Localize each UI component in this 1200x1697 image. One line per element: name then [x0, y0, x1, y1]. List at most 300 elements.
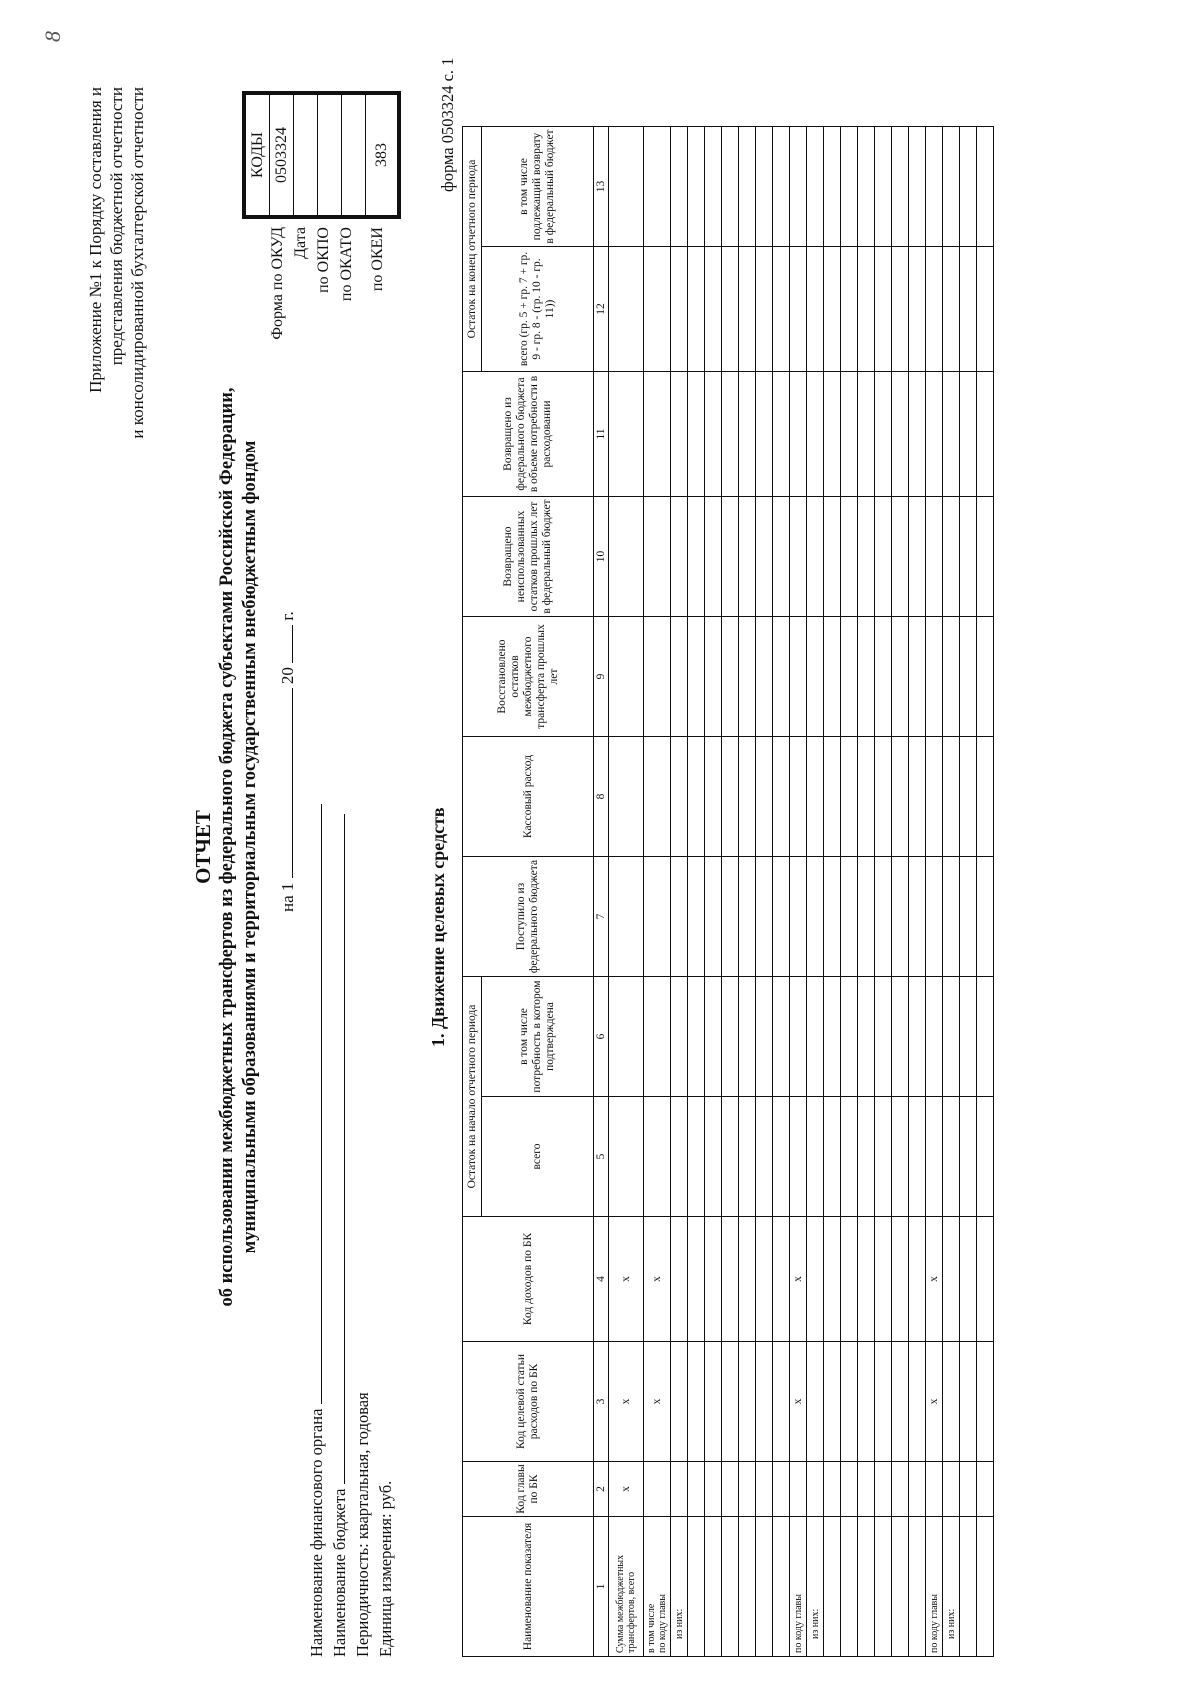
value-cell[interactable] — [773, 737, 790, 857]
value-cell[interactable] — [909, 127, 926, 247]
value-cell[interactable] — [960, 617, 977, 737]
row-label: из них: — [945, 1608, 957, 1639]
value-cell[interactable] — [892, 1217, 909, 1342]
not-applicable-mark: x — [620, 1276, 632, 1282]
okato-value[interactable] — [342, 95, 366, 216]
value-cell[interactable] — [773, 1462, 790, 1517]
value-cell[interactable] — [926, 1462, 943, 1517]
value-cell[interactable] — [892, 372, 909, 497]
value-cell[interactable] — [739, 1342, 756, 1462]
value-cell[interactable] — [671, 497, 688, 617]
value-cell[interactable] — [926, 1097, 943, 1217]
value-cell[interactable] — [807, 977, 824, 1097]
row-label-cell — [644, 1517, 671, 1657]
value-cell[interactable] — [722, 1097, 739, 1217]
value-cell[interactable] — [609, 247, 644, 372]
value-cell[interactable] — [756, 1097, 773, 1217]
value-cell[interactable] — [756, 497, 773, 617]
value-cell[interactable] — [688, 497, 705, 617]
value-cell[interactable] — [875, 1462, 892, 1517]
value-cell[interactable] — [705, 372, 722, 497]
table-row — [756, 127, 773, 1657]
value-cell[interactable] — [909, 1462, 926, 1517]
value-cell[interactable] — [739, 127, 756, 247]
value-cell[interactable] — [688, 737, 705, 857]
value-cell[interactable] — [756, 372, 773, 497]
value-cell[interactable] — [858, 617, 875, 737]
value-cell[interactable] — [688, 1462, 705, 1517]
value-cell[interactable] — [858, 1097, 875, 1217]
value-cell[interactable] — [644, 1097, 671, 1217]
value-cell[interactable] — [790, 1462, 807, 1517]
value-cell[interactable] — [977, 1097, 994, 1217]
table-row — [671, 127, 688, 1657]
value-cell[interactable] — [688, 977, 705, 1097]
value-cell[interactable] — [739, 247, 756, 372]
value-cell[interactable] — [960, 737, 977, 857]
value-cell[interactable] — [909, 617, 926, 737]
value-cell[interactable] — [807, 617, 824, 737]
value-cell[interactable] — [705, 497, 722, 617]
date-year-field[interactable] — [276, 625, 293, 663]
value-cell[interactable] — [909, 977, 926, 1097]
value-cell[interactable] — [756, 1217, 773, 1342]
value-cell[interactable] — [943, 1342, 960, 1462]
okud-value[interactable]: 0503324 — [270, 95, 294, 216]
value-cell[interactable] — [609, 372, 644, 497]
value-cell[interactable] — [943, 372, 960, 497]
value-cell[interactable] — [705, 247, 722, 372]
date-year-prefix: 20 — [278, 667, 297, 685]
value-cell[interactable] — [875, 497, 892, 617]
okei-value[interactable]: 383 — [366, 95, 398, 216]
value-cell[interactable] — [909, 1217, 926, 1342]
value-cell[interactable] — [977, 1342, 994, 1462]
budget-field[interactable] — [328, 814, 345, 1484]
value-cell[interactable] — [688, 857, 705, 977]
appendix-line-1: Приложение №1 к Порядку составления и — [86, 87, 105, 393]
value-cell[interactable] — [790, 247, 807, 372]
row-label-cell — [977, 1517, 994, 1657]
value-cell — [609, 1462, 644, 1517]
value-cell[interactable] — [739, 857, 756, 977]
value-cell[interactable] — [875, 247, 892, 372]
value-cell[interactable] — [824, 497, 841, 617]
table-row — [739, 127, 756, 1657]
value-cell[interactable] — [892, 977, 909, 1097]
value-cell[interactable] — [671, 1462, 688, 1517]
col-number: 12 — [594, 247, 609, 372]
value-cell[interactable] — [644, 497, 671, 617]
value-cell[interactable] — [773, 617, 790, 737]
value-cell[interactable] — [858, 1462, 875, 1517]
table-row — [644, 127, 671, 1657]
value-cell[interactable] — [609, 1097, 644, 1217]
value-cell[interactable] — [960, 1217, 977, 1342]
value-cell[interactable] — [722, 977, 739, 1097]
value-cell[interactable] — [722, 1462, 739, 1517]
unit-label: Единица измерения: руб. — [376, 1480, 395, 1657]
value-cell[interactable] — [841, 127, 858, 247]
value-cell[interactable] — [807, 1342, 824, 1462]
value-cell[interactable] — [960, 1342, 977, 1462]
value-cell[interactable] — [722, 497, 739, 617]
value-cell[interactable] — [790, 737, 807, 857]
finance-org-label: Наименование финансового органа — [307, 1408, 326, 1657]
page-number-mark: 8 — [40, 31, 65, 42]
value-cell[interactable] — [875, 127, 892, 247]
value-cell[interactable] — [688, 1342, 705, 1462]
value-cell[interactable] — [671, 247, 688, 372]
value-cell[interactable] — [671, 737, 688, 857]
value-cell[interactable] — [875, 1097, 892, 1217]
value-cell[interactable] — [841, 1462, 858, 1517]
value-cell[interactable] — [644, 247, 671, 372]
col-header-3: Код целевой статьи расходов по БК — [463, 1342, 594, 1462]
value-cell[interactable] — [756, 1342, 773, 1462]
date-day-month-field[interactable] — [276, 688, 293, 878]
value-cell[interactable] — [773, 1097, 790, 1217]
value-cell[interactable] — [841, 857, 858, 977]
not-applicable-mark: x — [792, 1276, 804, 1282]
value-cell[interactable] — [858, 372, 875, 497]
value-cell[interactable] — [722, 127, 739, 247]
value-cell[interactable] — [609, 617, 644, 737]
value-cell[interactable] — [977, 1462, 994, 1517]
value-cell[interactable] — [824, 372, 841, 497]
value-cell[interactable] — [943, 737, 960, 857]
value-cell[interactable] — [773, 127, 790, 247]
report-title — [190, 147, 262, 1547]
col-number: 1 — [594, 1517, 609, 1657]
value-cell[interactable] — [609, 857, 644, 977]
value-cell[interactable] — [858, 497, 875, 617]
value-cell[interactable] — [807, 247, 824, 372]
value-cell[interactable] — [943, 497, 960, 617]
col-number: 2 — [594, 1462, 609, 1517]
value-cell[interactable] — [756, 977, 773, 1097]
value-cell[interactable] — [960, 247, 977, 372]
row-label-cell — [705, 1517, 722, 1657]
value-cell[interactable] — [943, 1462, 960, 1517]
value-cell[interactable] — [705, 127, 722, 247]
value-cell[interactable] — [892, 127, 909, 247]
value-cell[interactable] — [705, 1097, 722, 1217]
report-date-line — [276, 611, 298, 912]
value-cell[interactable] — [909, 372, 926, 497]
value-cell[interactable] — [644, 857, 671, 977]
value-cell[interactable] — [926, 127, 943, 247]
value-cell[interactable] — [756, 127, 773, 247]
value-cell[interactable] — [926, 617, 943, 737]
row-label: по коду главы — [657, 1594, 668, 1653]
value-cell[interactable] — [960, 857, 977, 977]
value-cell[interactable] — [943, 1217, 960, 1342]
value-cell[interactable] — [756, 737, 773, 857]
value-cell[interactable] — [807, 1462, 824, 1517]
value-cell[interactable] — [739, 737, 756, 857]
value-cell[interactable] — [790, 617, 807, 737]
value-cell[interactable] — [943, 857, 960, 977]
value-cell[interactable] — [790, 372, 807, 497]
col-header-8: Кассовый расход — [463, 737, 594, 857]
value-cell[interactable] — [671, 977, 688, 1097]
value-cell[interactable] — [756, 247, 773, 372]
value-cell[interactable] — [824, 127, 841, 247]
value-cell[interactable] — [841, 497, 858, 617]
value-cell[interactable] — [909, 1342, 926, 1462]
value-cell[interactable] — [739, 497, 756, 617]
value-cell[interactable] — [824, 1462, 841, 1517]
value-cell[interactable] — [722, 1217, 739, 1342]
value-cell[interactable] — [739, 1462, 756, 1517]
value-cell[interactable] — [688, 127, 705, 247]
value-cell[interactable] — [909, 1097, 926, 1217]
value-cell[interactable] — [824, 1217, 841, 1342]
value-cell[interactable] — [739, 1217, 756, 1342]
value-cell[interactable] — [807, 1097, 824, 1217]
value-cell[interactable] — [960, 127, 977, 247]
value-cell[interactable] — [875, 857, 892, 977]
value-cell[interactable] — [926, 247, 943, 372]
value-cell[interactable] — [722, 247, 739, 372]
value-cell[interactable] — [892, 1097, 909, 1217]
value-cell[interactable] — [739, 617, 756, 737]
codes-box — [242, 91, 401, 219]
value-cell[interactable] — [841, 1097, 858, 1217]
value-cell[interactable] — [943, 247, 960, 372]
value-cell[interactable] — [824, 1097, 841, 1217]
value-cell — [609, 1217, 644, 1342]
row-label: в том числе — [646, 1603, 657, 1653]
value-cell[interactable] — [960, 1462, 977, 1517]
okpo-label: по ОКПО — [315, 227, 332, 293]
value-cell[interactable] — [790, 1097, 807, 1217]
col-header-10: Возвращено неиспользованных остатков прошлых лет в федеральный бюджет — [463, 497, 594, 617]
value-cell[interactable] — [943, 617, 960, 737]
value-cell[interactable] — [824, 1342, 841, 1462]
value-cell[interactable] — [671, 857, 688, 977]
col-header-12: всего (гр. 5 + гр. 7 + гр. 9 - гр. 8 - (гр. 10 - гр. 11)) — [482, 247, 594, 372]
value-cell[interactable] — [977, 497, 994, 617]
value-cell[interactable] — [824, 247, 841, 372]
value-cell[interactable] — [773, 977, 790, 1097]
value-cell[interactable] — [892, 857, 909, 977]
value-cell[interactable] — [824, 857, 841, 977]
value-cell[interactable] — [688, 372, 705, 497]
value-cell[interactable] — [773, 1342, 790, 1462]
value-cell[interactable] — [824, 737, 841, 857]
table-row — [977, 127, 994, 1657]
value-cell[interactable] — [644, 617, 671, 737]
value-cell[interactable] — [807, 372, 824, 497]
value-cell[interactable] — [841, 247, 858, 372]
value-cell[interactable] — [705, 1342, 722, 1462]
col-number: 6 — [594, 977, 609, 1097]
value-cell[interactable] — [841, 617, 858, 737]
value-cell[interactable] — [841, 372, 858, 497]
value-cell[interactable] — [756, 857, 773, 977]
value-cell[interactable] — [609, 737, 644, 857]
value-cell[interactable] — [705, 737, 722, 857]
value-cell[interactable] — [807, 737, 824, 857]
value-cell[interactable] — [671, 1342, 688, 1462]
value-cell[interactable] — [756, 1462, 773, 1517]
row-label-cell — [739, 1517, 756, 1657]
value-cell[interactable] — [841, 1342, 858, 1462]
col-group-end-balance: Остаток на конец отчетного периода — [463, 127, 482, 372]
value-cell[interactable] — [688, 617, 705, 737]
value-cell[interactable] — [926, 737, 943, 857]
value-cell[interactable] — [875, 372, 892, 497]
value-cell[interactable] — [824, 617, 841, 737]
value-cell[interactable] — [909, 737, 926, 857]
row-label: из них: — [809, 1608, 821, 1639]
value-cell[interactable] — [926, 857, 943, 977]
value-cell[interactable] — [977, 737, 994, 857]
value-cell[interactable] — [977, 127, 994, 247]
value-cell[interactable] — [960, 977, 977, 1097]
value-cell[interactable] — [671, 372, 688, 497]
value-cell[interactable] — [807, 497, 824, 617]
value-cell[interactable] — [977, 247, 994, 372]
value-cell[interactable] — [671, 127, 688, 247]
table-row — [688, 127, 705, 1657]
col-number: 5 — [594, 1097, 609, 1217]
value-cell[interactable] — [609, 497, 644, 617]
value-cell[interactable] — [644, 372, 671, 497]
value-cell[interactable] — [790, 127, 807, 247]
value-cell[interactable] — [671, 617, 688, 737]
value-cell[interactable] — [739, 1097, 756, 1217]
col-number: 7 — [594, 857, 609, 977]
value-cell[interactable] — [644, 977, 671, 1097]
value-cell[interactable] — [943, 127, 960, 247]
value-cell[interactable] — [790, 497, 807, 617]
value-cell[interactable] — [688, 247, 705, 372]
table-row — [705, 127, 722, 1657]
okpo-value[interactable] — [318, 95, 342, 216]
budget-row — [328, 804, 351, 1657]
value-cell[interactable] — [858, 1342, 875, 1462]
value-cell[interactable] — [807, 857, 824, 977]
value-cell[interactable] — [892, 1342, 909, 1462]
value-cell[interactable] — [644, 1462, 671, 1517]
value-cell[interactable] — [705, 1462, 722, 1517]
value-cell[interactable] — [773, 247, 790, 372]
date-value[interactable] — [294, 95, 318, 216]
value-cell[interactable] — [858, 737, 875, 857]
finance-org-field[interactable] — [305, 804, 322, 1404]
value-cell[interactable] — [892, 617, 909, 737]
row-label: Сумма межбюджетных — [615, 1554, 626, 1653]
value-cell[interactable] — [909, 497, 926, 617]
value-cell[interactable] — [909, 247, 926, 372]
value-cell — [644, 1217, 671, 1342]
value-cell[interactable] — [688, 1097, 705, 1217]
value-cell[interactable] — [841, 977, 858, 1097]
value-cell[interactable] — [671, 1097, 688, 1217]
value-cell[interactable] — [705, 1217, 722, 1342]
value-cell[interactable] — [841, 737, 858, 857]
value-cell[interactable] — [756, 617, 773, 737]
value-cell[interactable] — [858, 977, 875, 1097]
value-cell[interactable] — [644, 737, 671, 857]
value-cell[interactable] — [722, 617, 739, 737]
value-cell[interactable] — [977, 977, 994, 1097]
value-cell[interactable] — [773, 497, 790, 617]
value-cell[interactable] — [705, 977, 722, 1097]
value-cell[interactable] — [773, 857, 790, 977]
value-cell[interactable] — [875, 1217, 892, 1342]
value-cell[interactable] — [960, 372, 977, 497]
value-cell[interactable] — [960, 497, 977, 617]
date-label: Дата — [292, 227, 309, 259]
value-cell[interactable] — [875, 737, 892, 857]
value-cell[interactable] — [739, 372, 756, 497]
value-cell — [609, 1342, 644, 1462]
col-number: 9 — [594, 617, 609, 737]
value-cell[interactable] — [824, 977, 841, 1097]
value-cell[interactable] — [977, 857, 994, 977]
value-cell[interactable] — [926, 497, 943, 617]
value-cell[interactable] — [960, 1097, 977, 1217]
value-cell[interactable] — [875, 977, 892, 1097]
value-cell[interactable] — [977, 617, 994, 737]
value-cell[interactable] — [722, 372, 739, 497]
value-cell[interactable] — [609, 127, 644, 247]
value-cell[interactable] — [892, 497, 909, 617]
row-label-cell — [943, 1517, 960, 1657]
value-cell[interactable] — [705, 857, 722, 977]
value-cell — [644, 1342, 671, 1462]
value-cell[interactable] — [977, 1217, 994, 1342]
value-cell[interactable] — [790, 857, 807, 977]
value-cell[interactable] — [722, 857, 739, 977]
value-cell[interactable] — [926, 977, 943, 1097]
value-cell[interactable] — [722, 737, 739, 857]
value-cell[interactable] — [773, 1217, 790, 1342]
value-cell[interactable] — [807, 1217, 824, 1342]
value-cell[interactable] — [807, 127, 824, 247]
value-cell[interactable] — [875, 1342, 892, 1462]
value-cell[interactable] — [858, 857, 875, 977]
value-cell[interactable] — [739, 977, 756, 1097]
value-cell[interactable] — [943, 977, 960, 1097]
value-cell[interactable] — [722, 1342, 739, 1462]
value-cell[interactable] — [841, 1217, 858, 1342]
value-cell[interactable] — [858, 1217, 875, 1342]
appendix-line-2: представления бюджетной отчетности — [107, 87, 126, 366]
value-cell[interactable] — [892, 737, 909, 857]
value-cell[interactable] — [943, 1097, 960, 1217]
value-cell[interactable] — [609, 977, 644, 1097]
value-cell[interactable] — [926, 372, 943, 497]
value-cell[interactable] — [875, 617, 892, 737]
value-cell[interactable] — [858, 247, 875, 372]
value-cell[interactable] — [892, 247, 909, 372]
value-cell[interactable] — [977, 372, 994, 497]
value-cell[interactable] — [858, 127, 875, 247]
value-cell[interactable] — [644, 127, 671, 247]
value-cell[interactable] — [773, 372, 790, 497]
value-cell[interactable] — [688, 1217, 705, 1342]
value-cell[interactable] — [892, 1462, 909, 1517]
value-cell[interactable] — [705, 617, 722, 737]
value-cell[interactable] — [671, 1217, 688, 1342]
value-cell[interactable] — [790, 977, 807, 1097]
value-cell[interactable] — [909, 857, 926, 977]
